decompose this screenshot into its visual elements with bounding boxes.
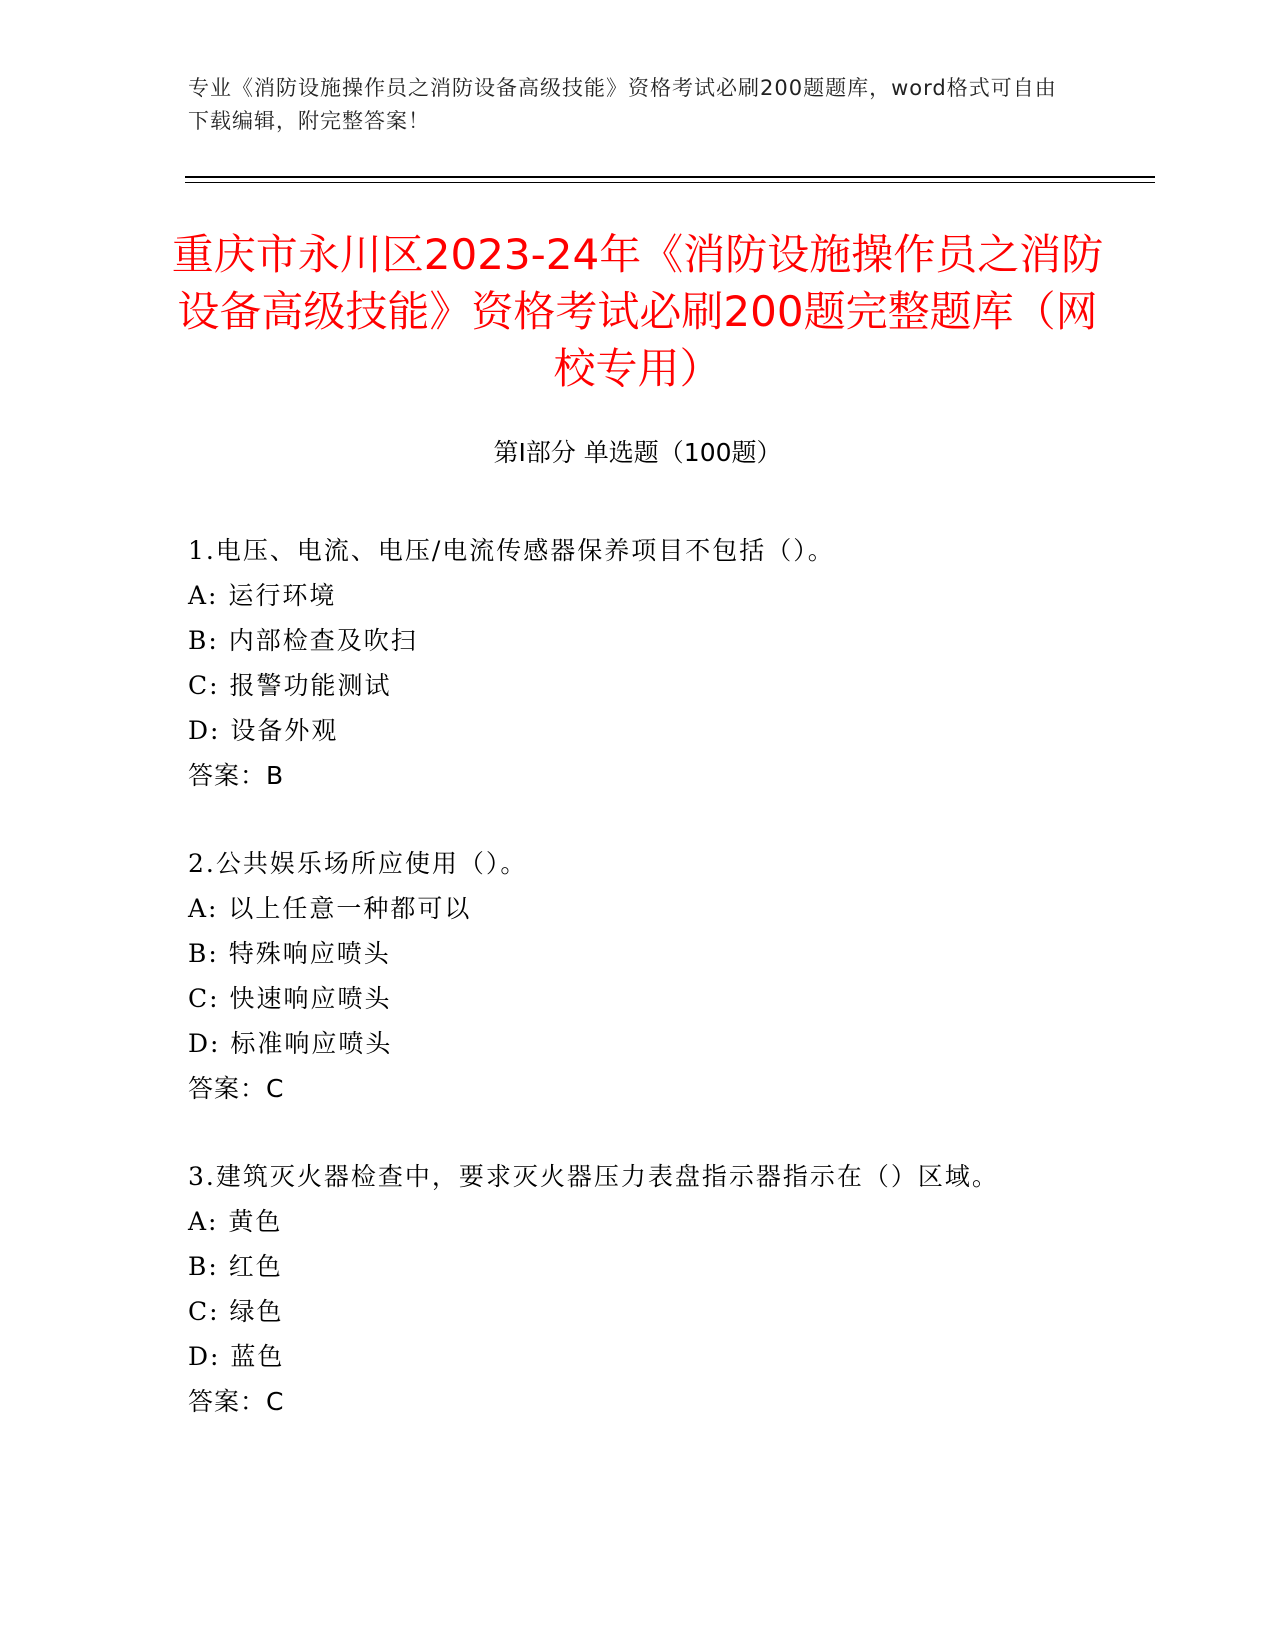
option-c: C: 绿色 [188,1297,284,1326]
question-stem: 2.公共娱乐场所应使用（）。 [188,849,528,878]
question-list [188,528,1148,1467]
option-a: A: 以上任意一种都可以 [188,894,472,923]
section-title: 第I部分 单选题（100题） [493,438,782,467]
question-stem: 3.建筑灭火器检查中，要求灭火器压力表盘指示器指示在（）区域。 [188,1162,999,1191]
header-divider-thin [185,182,1155,183]
option-d: D: 设备外观 [188,716,339,745]
option-a: A: 运行环境 [188,581,337,610]
answer: 答案：C [188,1074,285,1103]
option-b: B: 红色 [188,1252,283,1281]
question-stem: 1.电压、电流、电压/电流传感器保养项目不包括（）。 [188,536,835,565]
question-1 [188,528,1148,798]
option-c: C: 快速响应喷头 [188,984,392,1013]
option-d: D: 标准响应喷头 [188,1029,393,1058]
question-2 [188,841,1148,1111]
document-title: 重庆市永川区2023-24年《消防设施操作员之消防设备高级技能》资格考试必刷200题完整题库（网校专用） [171,230,1104,393]
answer: 答案：C [188,1387,285,1416]
question-3 [188,1154,1148,1424]
answer: 答案：B [188,761,285,790]
option-d: D: 蓝色 [188,1342,285,1371]
header-note: 专业《消防设施操作员之消防设备高级技能》资格考试必刷200题题库，word格式可自由下载编辑，附完整答案！ [188,76,1057,133]
option-a: A: 黄色 [188,1207,283,1236]
option-b: B: 特殊响应喷头 [188,939,391,968]
header-divider-thick [185,176,1155,178]
option-c: C: 报警功能测试 [188,671,392,700]
option-b: B: 内部检查及吹扫 [188,626,418,655]
